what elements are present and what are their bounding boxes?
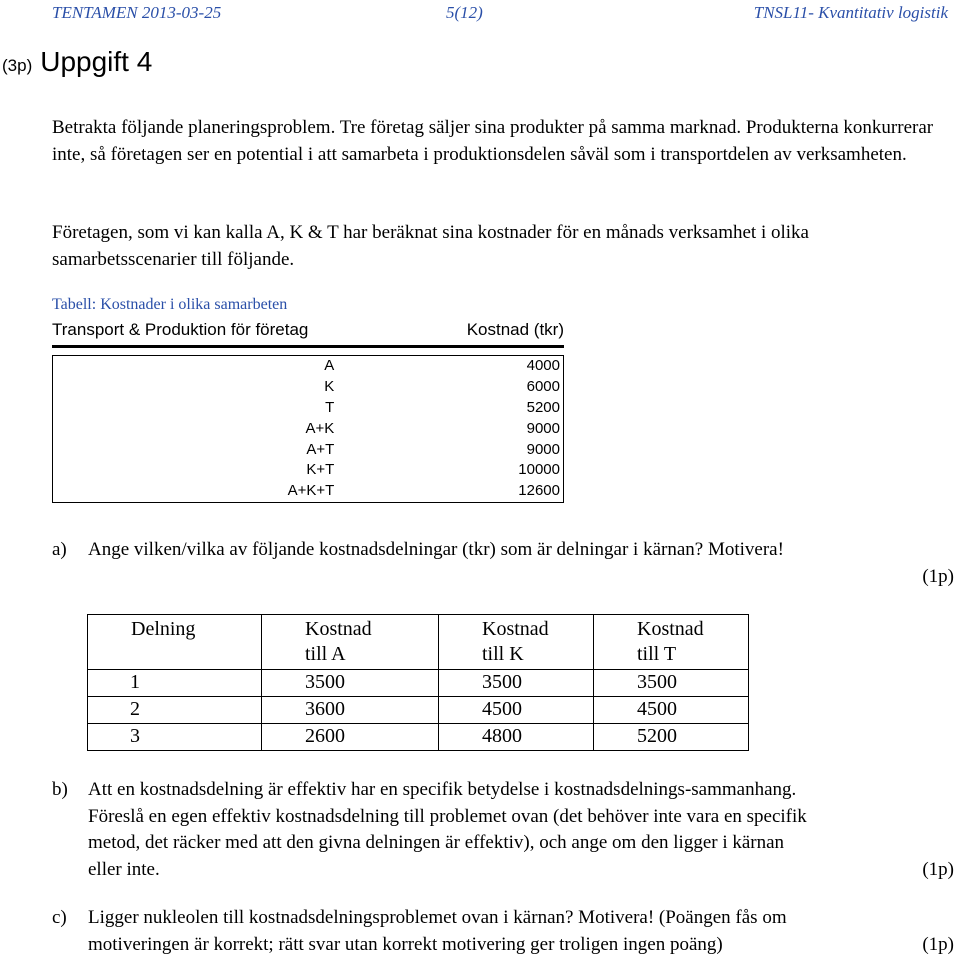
task-points: (3p) [2,56,33,75]
question-c [52,905,957,958]
table-row [53,377,564,398]
cost-cell: 4000 [526,357,560,375]
cost-a-cell: 2600 [262,724,439,751]
question-a-points: (1p) [922,566,954,587]
coalition-cell: A+K+T [287,482,335,500]
cost-k-header: Kostnad till K [439,615,594,670]
cost-table-header [52,320,564,344]
cost-a-cell: 3600 [262,697,439,724]
question-a-label: a) [52,539,67,560]
coalition-cell: K [324,378,335,396]
question-b-line-4: eller inte. [88,858,160,880]
page-header [0,3,960,27]
cost-cell: 9000 [526,419,560,437]
split-id-cell: 1 [88,670,262,697]
question-b-line-2: Föreslå en egen effektiv kostnadsdelning till problemet ovan (det behöver inte vara en specifik [88,805,807,827]
table-row [88,697,749,724]
cost-cell: 6000 [526,378,560,396]
table-row [53,398,564,419]
exam-date: TENTAMEN 2013-03-25 [52,3,222,22]
cost-t-cell: 4500 [594,697,749,724]
question-b [52,777,957,883]
coalition-cell: A+K [305,419,335,437]
intro-paragraph-1: Betrakta följande planeringsproblem. Tre företag säljer sina produkter på samma marknad. Produkterna konkurrerar inte, så företagen ser en potential i att samarbeta i produktionsdelen såväl som i transportdelen av verksamheten. [52,117,934,165]
question-b-label: b) [52,779,68,800]
cost-a-cell: 3500 [262,670,439,697]
cost-k-cell: 4800 [439,724,594,751]
question-c-line-2: motiveringen är korrekt; rätt svar utan korrekt motivering ger troligen ingen poäng) [88,933,723,955]
cost-t-cell: 3500 [594,670,749,697]
question-c-line-1: Ligger nukleolen till kostnadsdelningsproblemet ovan i kärnan? Motivera! (Poängen fås om [88,907,787,928]
question-c-label: c) [52,907,67,928]
cost-cell: 9000 [526,440,560,458]
cost-column-header: Kostnad (tkr) [466,320,564,339]
cost-cell: 10000 [518,461,560,479]
table-row [88,670,749,697]
coalition-cell: A+T [306,440,335,458]
split-header: Delning [88,615,262,670]
intro-paragraph-2: Företagen, som vi kan kalla A, K & T har beräknat sina kostnader för en månads verksamhet i olika samarbetsscenarier till följande. [52,222,809,270]
table-row [53,439,564,460]
question-a-text: Ange vilken/vilka av följande kostnadsdelningar (tkr) som är delningar i kärnan? Motivera! [88,539,784,560]
question-b-points: (1p) [922,858,954,880]
cost-k-cell: 4500 [439,697,594,724]
task-title: Uppgift 4 [40,46,153,77]
question-b-line-3: metod, det räcker med att den givna delningen är effektiv), och ange om den ligger i kärnan [88,832,785,853]
cost-t-header: Kostnad till T [594,615,749,670]
task-heading [2,46,152,78]
coalition-cell: A [324,357,335,375]
cost-cell: 12600 [518,482,560,500]
table-row [53,481,564,502]
cost-cell: 5200 [526,398,560,416]
cost-split-table [87,614,749,751]
cost-table [52,355,564,503]
split-id-cell: 2 [88,697,262,724]
coalition-cell: T [325,398,335,416]
page-number: 5(12) [446,3,483,22]
coalition-cell: K+T [306,461,335,479]
cost-a-header: Kostnad till A [262,615,439,670]
table-row [53,418,564,439]
cost-t-cell: 5200 [594,724,749,751]
coalition-column-header: Transport & Produktion för företag [52,320,309,339]
question-b-line-1: Att en kostnadsdelning är effektiv har en specifik betydelse i kostnadsdelnings-sammanhang. [88,779,797,800]
table-caption: Tabell: Kostnader i olika samarbeten [52,296,288,313]
header-rule [52,345,564,348]
table-row [88,724,749,751]
split-id-cell: 3 [88,724,262,751]
table-header-row [88,615,749,670]
question-a [52,537,957,590]
table-row [53,460,564,481]
table-row [53,356,564,377]
course-name: TNSL11- Kvantitativ logistik [753,3,948,22]
cost-k-cell: 3500 [439,670,594,697]
question-c-points: (1p) [922,933,954,955]
